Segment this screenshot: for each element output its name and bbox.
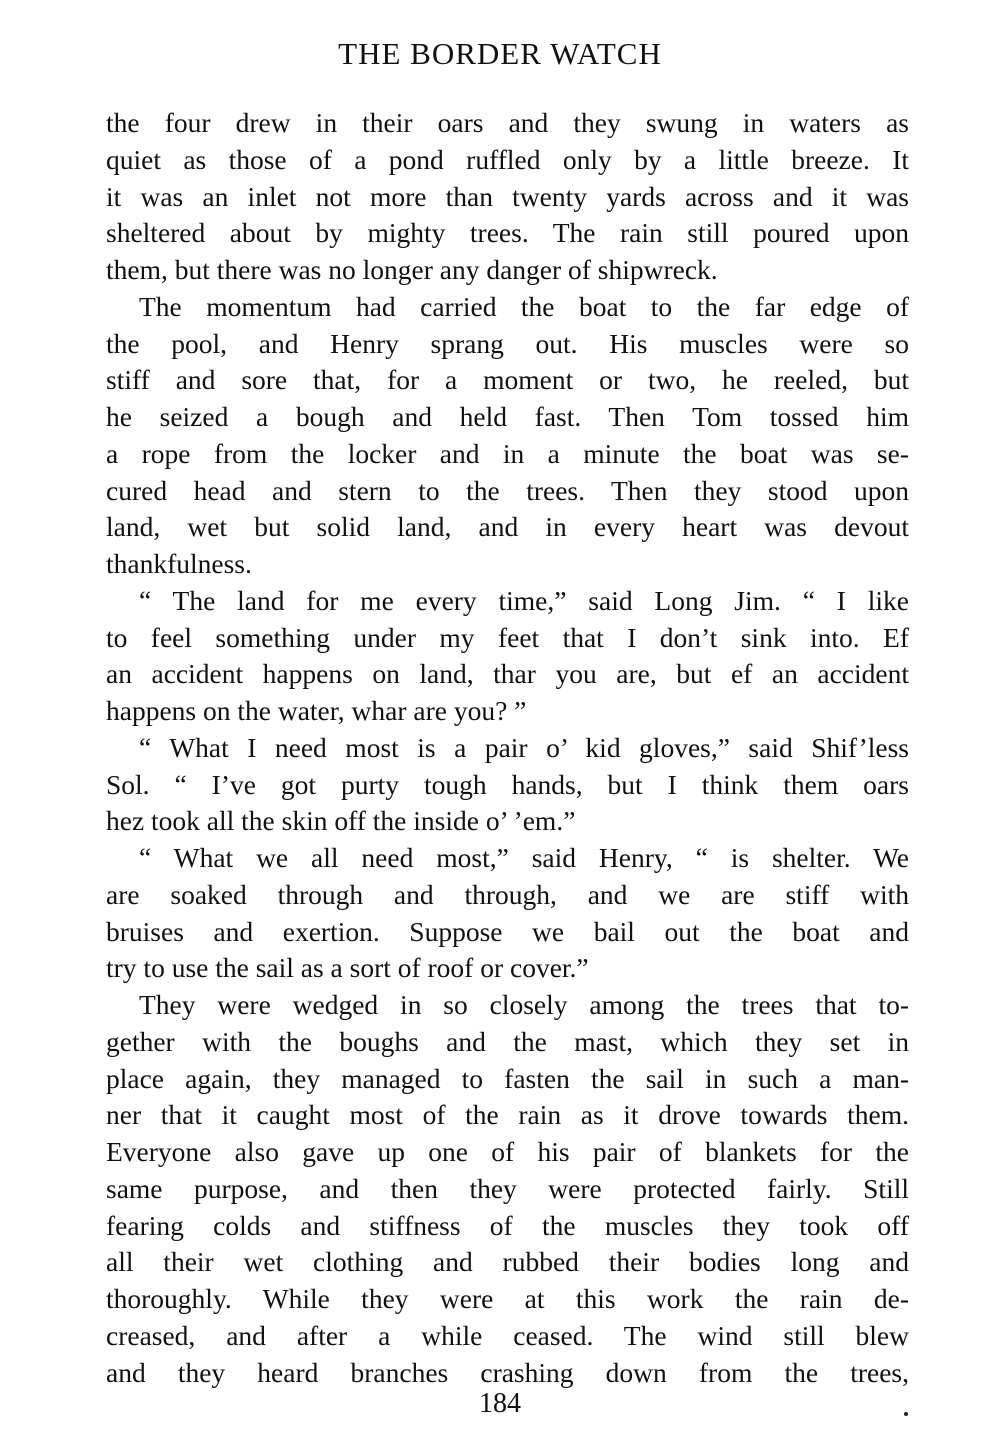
text-line: creased, and after a while ceased. The wind still blew (106, 1319, 909, 1351)
paragraph-start-line: “ What we all need most,” said Henry, “ is shelter. We (139, 842, 909, 873)
text-line: the pool, and Henry sprang out. His muscles were so (106, 327, 909, 359)
text-line: place again, they managed to fasten the sail in such a man- (106, 1062, 909, 1094)
text-line: thoroughly. While they were at this work the rain de- (106, 1283, 909, 1314)
text-line: ner that it caught most of the rain as it drove towards them. (106, 1099, 909, 1131)
text-line: thankfulness. (106, 548, 252, 579)
text-line: land, wet but solid land, and in every heart was devout (106, 511, 909, 543)
text-line: happens on the water, whar are you? ” (106, 695, 527, 726)
body-text (106, 105, 909, 1391)
print-speck (904, 1412, 908, 1416)
running-head: THE BORDER WATCH (338, 36, 662, 71)
text-line: a rope from the locker and in a minute the boat was se- (106, 437, 909, 469)
text-line: them, but there was no longer any danger of shipwreck. (106, 254, 718, 285)
text-line: are soaked through and through, and we are stiff with (106, 878, 909, 910)
text-line: the four drew in their oars and they swung in waters as (106, 107, 909, 138)
text-line: stiff and sore that, for a moment or two, he reeled, but (106, 364, 909, 396)
text-line: fearing colds and stiffness of the muscles they took off (106, 1209, 909, 1241)
text-line: Everyone also gave up one of his pair of blankets for the (106, 1136, 909, 1167)
paragraph-start-line: They were wedged in so closely among the trees that to- (139, 989, 909, 1020)
text-line: hez took all the skin off the inside o’ ’em.” (106, 805, 576, 837)
paragraph-start-line: The momentum had carried the boat to the far edge of (139, 290, 909, 322)
text-line: same purpose, and then they were protected fairly. Still (106, 1172, 909, 1204)
paragraph-start-line: “ The land for me every time,” said Long Jim. “ I like (139, 584, 909, 616)
text-line: Sol. “ I’ve got purty tough hands, but I think them oars (106, 768, 909, 800)
text-line: try to use the sail as a sort of roof or cover.” (106, 952, 589, 984)
paragraph-start-line: “ What I need most is a pair o’ kid gloves,” said Shif’less (139, 731, 909, 763)
page-number: 184 (479, 1388, 521, 1419)
text-line: it was an inlet not more than twenty yards across and it was (106, 180, 909, 212)
text-line: all their wet clothing and rubbed their bodies long and (106, 1246, 909, 1278)
text-line: he seized a bough and held fast. Then Tom tossed him (106, 401, 909, 432)
text-line: and they heard branches crashing down from the trees, (106, 1356, 909, 1388)
text-line: quiet as those of a pond ruffled only by a little breeze. It (106, 143, 909, 175)
text-line: to feel something under my feet that I don’t sink into. Ef (106, 621, 909, 653)
text-line: bruises and exertion. Suppose we bail out the boat and (106, 915, 909, 947)
text-line: gether with the boughs and the mast, which they set in (106, 1025, 909, 1057)
text-line: sheltered about by mighty trees. The rain still poured upon (106, 217, 909, 249)
text-line: an accident happens on land, thar you are, but ef an accident (106, 658, 909, 690)
text-line: cured head and stern to the trees. Then they stood upon (106, 474, 909, 506)
